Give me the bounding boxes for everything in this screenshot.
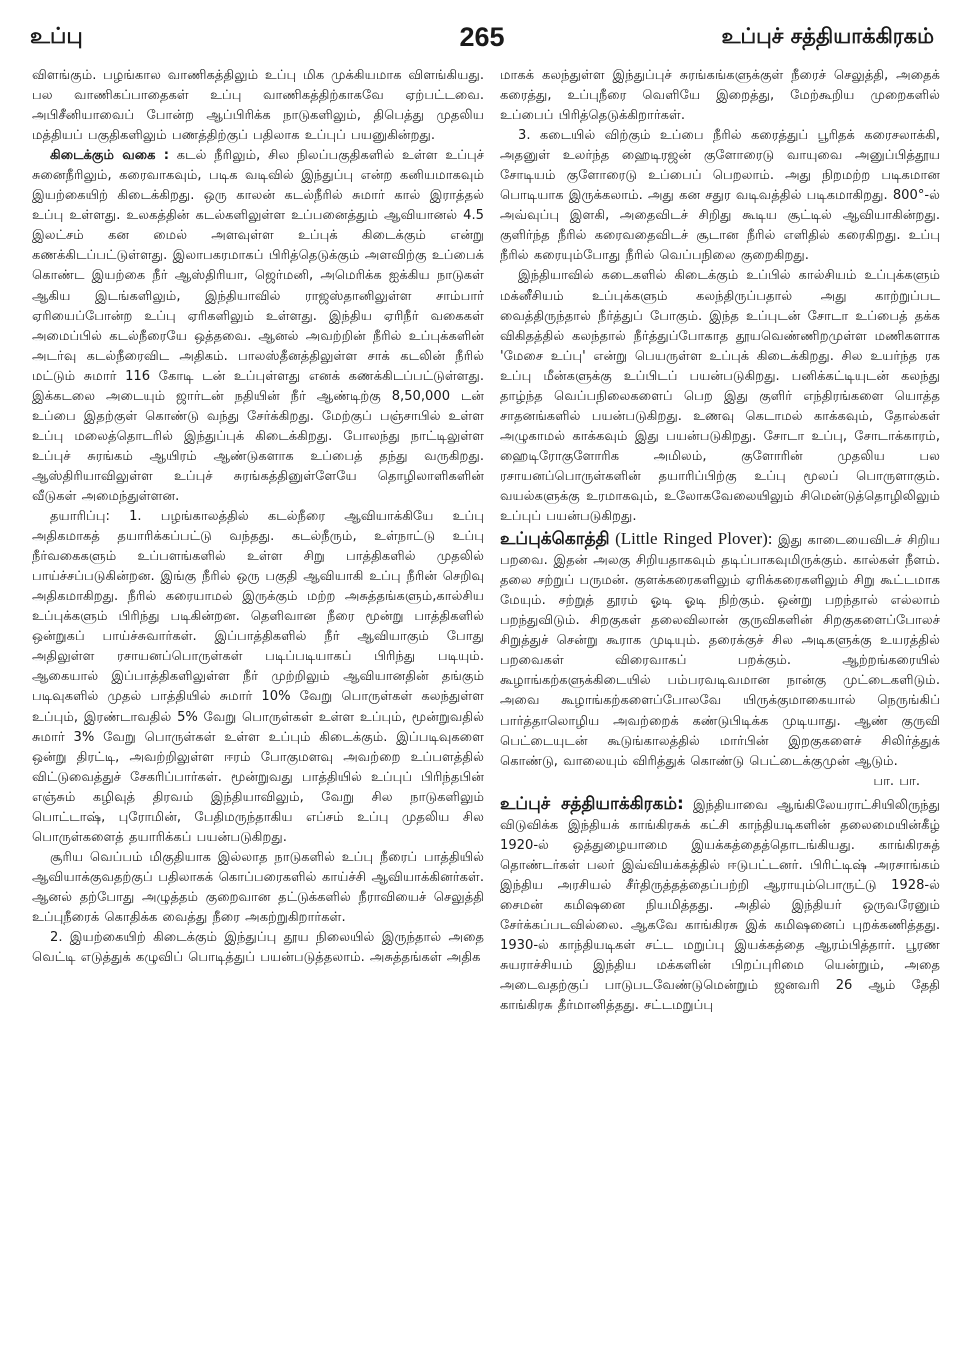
paragraph-uses: இந்தியாவில் கடைகளில் கிடைக்கும் உப்பில் கால்சியம் உப்புக்களும் மக்னீசியம் உப்புக்களும் கலந்திருப்பதால் அது காற்றுப்பட வைத்திருந்தால் நீர்த்துப் போகும். இந்த உப்புடன் சோடா உப்பைத் தக்க விகிதத்தில் கலந்தால் நீர்த்துப்போகாத தூயவெண்ணிறமுள்ள மணிகளாக 'மேசை உப்பு' என்று பெயருள்ள உப்புக் கிடைக்கிறது. சில உயர்ந்த ரக உப்பு மீன்களுக்கு உப்பிடப் பயன்படுகிறது. பனிக்கட்டியுடன் கலந்து தாழ்ந்த வெப்பநிலைகளைப் பெற இது குளிர் எந்திரங்களை யொத்த சாதனங்களில் பயன்படுகிறது. உணவு கெடாமல் காக்கவும், தோல்கள் அழுகாமல் காக்கவும் இது பயன்படுகிறது. சோடா உப்பு, சோடாக்காரம், ஹைடிரோகுளோரிக அமிலம், குளோரின் முதலிய பல ரசாயனப்பொருள்களின் தயாரிப்பிற்கு உப்பு மூலப் பொருளாகும். வயல்களுக்கு உரமாகவும், உலோகவேலையிலும் சிமென்டுத்தொழிலிலும் உப்புப் பயன்படுகிறது. — [500, 268, 940, 525]
running-head-right: உப்புச் சத்தியாக்கிரகம் — [721, 24, 934, 48]
author-initials: பா. பா. — [873, 773, 920, 789]
section-salt-satyagraha — [500, 794, 940, 1017]
plover-text: இது காடையைவிடச் சிறிய பறவை. இதன் அலகு சிறியதாகவும் தடிப்பாகவுமிருக்கும். கால்கள் நீளம். தலை சற்றுப் பருமன். குளக்கரைகளிலும் ஏரிக்கரைகளிலும் சிறு கூட்டமாக மேயும். சற்றுத் தூரம் ஓடி ஓடி நிற்கும். ஒன்று பறந்தால் எல்லாம் பறந்துவிடும். சிறகுகள் தலைவிலான் குருவிகளின் சிறகுகளைப்போலச் சிறுத்துச் சென்று கூராக முடியும். தரைக்குச் சில அடிகளுக்கு உயரத்தில் பறவைகள் விரைவாகப் பறக்கும். ஆற்றங்கரையில் கூழாங்கற்களுக்கிடையில் பம்பரவடிவமான நான்கு முட்டைகளிடும். அவை கூழாங்கற்களைப்போலவே யிருக்குமாகையால் நெருங்கிப் பார்த்தாலொழிய அவற்றைக் கண்டுபிடிக்க முடியாது. ஆண் குருவி பெட்டையுடன் கூடுங்காலத்தில் மார்பின் இறகுகளைச் சிலிர்த்துக் கொண்டு, வாலையும் விரித்துக் கொண்டு பெட்டைக்குமுன் ஆடும். — [500, 533, 940, 769]
availability-text: கடல் நீரிலும், சில நிலப்பகுதிகளில் உள்ள உப்புச் சுனைநீரிலும், கரைவாகவும், படிக வடிவில் இந்துப்பு என்ற கனியமாகவும் இயற்கையிற் கிடைக்கிறது. ஒரு காலன் கடல்நீரில் சுமார் கால் இராத்தல் உப்பு உள்ளது. உலகத்தின் கடல்களிலுள்ள உப்பனைத்தும் ஆவியானல் 4.5 இலட்சம் கன மைல் அளவுள்ள உப்புக் கிடைக்கும் என்று கணக்கிடப்பட்டுள்ளது. இலாபகரமாகப் பிரித்தெடுக்கும் அளவிற்கு உப்பைக் கொண்ட இயற்கை நீர் ஆஸ்திரியா, ஜெர்மனி, அமெரிக்க ஐக்கிய நாடுகள் ஆகிய இடங்களிலும், இந்தியாவில் ராஜஸ்தானிலுள்ள சாம்பார் ஏரியைப்போன்ற உப்பு ஏரிகளிலும் உள்ளது. இந்திய ஏரிநீர் வகைகள் அமைப்பில் கடல்நீரையே ஒத்தவை. ஆனல் அவற்றின் நீரில் உப்புக்களின் அடர்வு கடல்நீரைவிட அதிகம். பாலஸ்தீனத்திலுள்ள சாக் கடலின் நீரில் மட்டும் சுமார் 116 கோடி டன் உப்புள்ளது எனக் கணக்கிடப்பட்டுள்ளது. இக்கடலை அடையும் ஜார்டன் நதியின் நீர் ஆண்டிற்கு 8,50,000 டன் உப்பை இதற்குள் கொண்டு வந்து சேர்க்கிறது. மேற்குப் பஞ்சாபில் உள்ள உப்பு மலைத்தொடரில் இந்துப்புக் கிடைக்கிறது. போலந்து நாட்டிலுள்ள உப்புச் சுரங்கம் ஆயிரம் ஆண்டுகளாக உப்பைத் தந்து வருகிறது. ஆஸ்திரியாவிலுள்ள உப்புச் சுரங்கத்தினுள்ளேயே தொழிலாளிகளின் வீடுகள் அமைந்துள்ளன. — [32, 148, 484, 504]
plover-heading: உப்புக்கொத்தி — [500, 529, 610, 550]
page-header — [30, 22, 934, 58]
paragraph-preparation — [32, 507, 484, 848]
section-plover — [500, 529, 940, 772]
paragraph-availability — [32, 146, 484, 507]
paragraph-purification: 3. கடையில் விற்கும் உப்பை நீரில் கரைத்துப் பூரிதக் கரைசலாக்கி, அதனுள் உலர்ந்த ஹைடிரஜன் குளோரைடு வாயுவை அனுப்பித்தூய சோடியம் குளோரைடு உப்பைப் பெறலாம். அது நிறமற்ற படிகமான பொடியாக இருக்கலாம். அது கன சதுர வடிவத்தில் படிகமாகிறது. 800°-ல் அவ்வுப்பு இளகி, அதைவிடச் சிறிது கூடிய சூட்டில் ஆவியாகின்றது. குளிர்ந்த நீரில் கரைவதைவிடச் சூடான நீரில் எளிதில் கரைகிறது. உப்பு நீரில் கரையும்போது நீரில் வெப்பநிலை குறைகிறது. — [500, 128, 940, 264]
satyagraha-text: இந்தியாவை ஆங்கிலேயராட்சியிலிருந்து விடுவிக்க இந்தியக் காங்கிரசுக் கட்சி காந்தியடிகளின் தலைமையின்கீழ் 1920-ல் ஒத்துழையாமை இயக்கத்தைத்தொடங்கியது. காங்கிரசுத் தொண்டர்கள் பலர் இவ்வியக்கத்தில் ஈடுபட்டனர். பிரிட்டிஷ் அரசாங்கம் இந்திய அரசியல் சீர்திருத்தத்தைப்பற்றி ஆராயும்பொருட்டு 1928-ல் சைமன் கமிஷனை நியமித்தது. அதில் இந்தியர் ஒருவரேனும் சேர்க்கப்படவில்லை. ஆகவே காங்கிரசு இக் கமிஷனைப் புறக்கணித்தது. 1930-ல் காந்தியடிகள் சட்ட மறுப்பு இயக்கத்தை ஆரம்பித்தார். பூரண சுயராச்சியம் இந்திய மக்களின் பிறப்புரிமை யென்றும், அதை அடைவதற்குப் பாடுபடவேண்டுமென்றும் ஜனவரி 26 ஆம் தேதி காங்கிரசு தீர்மானித்தது. சட்டமறுப்பு — [500, 797, 940, 1014]
running-head-left: உப்பு — [30, 24, 83, 49]
paragraph-trade: விளங்கும். பழங்கால வாணிகத்திலும் உப்பு மிக முக்கியமாக விளங்கியது. பல வாணிகப்பாதைகள் உப்பு வாணிகத்திற்காகவே ஏற்பட்டவை. அபிசீனியாவைப் போன்ற ஆப்பிரிக்க நாடுகளிலும், திபெத்து முதலிய மத்தியப் பகுதிகளிலும் பணத்திற்குப் பதிலாக உப்புப் பயனுகின்றது. — [32, 68, 484, 144]
paragraph-mining: மாகக் கலந்துள்ள இந்துப்புச் சுரங்கங்களுக்குள் நீரைச் செலுத்தி, அதைக் கரைத்து, உப்புநீரை வெளியே இறைத்து, மேற்கூறிய முறைகளில் உப்பைப் பிரித்தெடுக்கிறார்கள். — [500, 68, 940, 124]
paragraph-rock-salt: 2. இயற்கையிற் கிடைக்கும் இந்துப்பு தூய நிலையில் இருந்தால் அதை வெட்டி எடுத்துக் கழுவிப் பொடித்துப் பயன்படுத்தலாம். அசுத்தங்கள் அதிக — [32, 930, 484, 966]
satyagraha-heading: உப்புச் சத்தியாக்கிரகம்: — [500, 793, 684, 814]
preparation-text: 1. பழங்காலத்தில் கடல்நீரை ஆவியாக்கியே உப்பு அதிகமாகத் தயாரிக்கப்பட்டு வந்தது. கடல்நீரும், உள்நாட்டு உப்பு நீர்வகைகளும் உப்பளங்களில் உள்ள சிறு பாத்திகளில் முதலில் பாய்ச்சப்படுகின்றன. இங்கு நீரில் ஒரு பகுதி ஆவியாகி உப்பு நீரின் செறிவு அதிகமாகிறது. நீரில் கரையாமல் இருக்கும் மற்ற அசுத்தங்களும்,கால்சிய உப்புக்களும் பிரிந்து படிகின்றன. தெளிவான நீரை மூன்று பாத்திகளில் ஒன்றுகப் பாய்ச்சுவார்கள். இப்பாத்திகளில் நீர் ஆவியாகும் போது அதிலுள்ள ரசாயனப்பொருள்கள் படிப்படியாகப் பிரிந்து படியும். ஆகையால் இப்பாத்திகளிலுள்ள நீர் முற்றிலும் ஆவியானதின் தங்கும் படிவுகளில் முதல் பாத்தியில் சுமார் 10% வேறு பொருள்கள் கலந்துள்ள உப்பும், இரண்டாவதில் 5% வேறு பொருள்கள் உள்ள உப்பும், மூன்றுவதில் சுமார் 3% வேறு பொருள்கள் உள்ள உப்பும் கிடைக்கும். இப்படிவுகளை ஒன்று திரட்டி, அவற்றிலுள்ள ஈரம் போகுமளவு அவற்றை உப்பளத்தில் விட்டுவைத்துச் சேகரிப்பார்கள். மூன்றுவது பாத்தியில் உப்புப் பிரிந்தபின் எஞ்சும் கழிவுத் திரவம் இந்தியாவிலும், வேறு சில நாடுகளிலும் பொட்டாஷ், புரோமின், பேதிமருந்தாகிய எப்சம் உப்பு முதலிய சில பொருள்களைத் தயாரிக்கப் பயன்படுகிறது. — [32, 509, 484, 845]
right-column — [500, 66, 940, 1016]
plover-latin-name: (Little Ringed Plover): — [615, 529, 773, 549]
page-number: 265 — [459, 22, 505, 52]
preparation-label: தயாரிப்பு: — [50, 509, 110, 525]
left-column — [32, 66, 484, 968]
paragraph-boiling: சூரிய வெப்பம் மிகுதியாக இல்லாத நாடுகளில் உப்பு நீரைப் பாத்தியில் ஆவியாக்குவதற்குப் பதிலாகக் கொப்பரைகளில் காய்ச்சி ஆவியாக்கினர்கள். ஆனல் தற்போது அழுத்தம் குறைவான தட்டுக்களில் நீராவியைச் செலுத்தி உப்புநீரைக் கொதிக்க வைத்து நீரை அகற்றுகிறார்கள். — [32, 849, 484, 925]
availability-label: கிடைக்கும் வகை : — [50, 148, 169, 164]
